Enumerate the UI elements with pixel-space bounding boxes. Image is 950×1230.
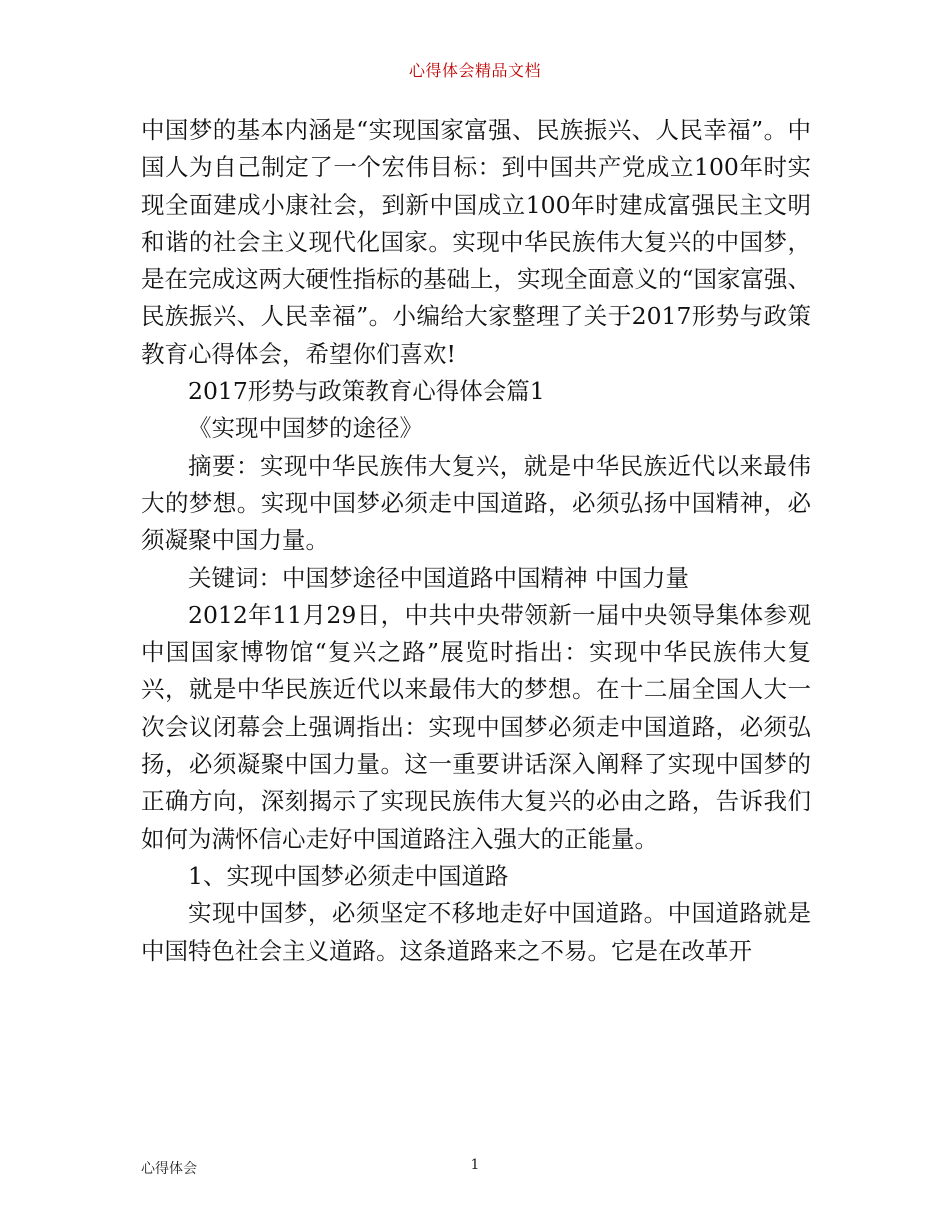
paragraph-keywords: 关键词：中国梦途径中国道路中国精神 中国力量 — [188, 563, 689, 592]
paragraph-abstract: 摘要：实现中华民族伟大复兴，就是中华民族近代以来最伟大的梦想。实现中国梦必须走中国道路，必须弘扬中国精神，必须凝聚中国力量。 — [141, 451, 811, 555]
page-number: 1 — [470, 1157, 480, 1173]
paragraph-intro: 中国梦的基本内涵是“实现国家富强、民族振兴、人民幸福”。中国人为自己制定了一个宏伟目标：到中国共产党成立100年时实现全面建成小康社会，到新中国成立100年时建成富强民主文明和谐的社会主义现代化国家。实现中华民族伟大复兴的中国梦，是在完成这两大硬性指标的基础上，实现全面意义的“国家富强、民族振兴、人民幸福”。小编给大家整理了关于2017形势与政策教育心得体会，希望你们喜欢! — [141, 116, 812, 368]
paragraph-body-1: 2012年11月29日，中共中央带领新一届中央领导集体参观中国国家博物馆“复兴之路”展览时指出：实现中华民族伟大复兴，就是中华民族近代以来最伟大的梦想。在十二届全国人大一次会议闭幕会上强调指出：实现中国梦必须走中国道路，必须弘扬，必须凝聚中国力量。这一重要讲话深入阐释了实现中国梦的正确方向，深刻揭示了实现民族伟大复兴的必由之路，告诉我们如何为满怀信心走好中国道路注入强大的正能量。 — [141, 600, 811, 853]
paragraph-section-heading: 2017形势与政策教育心得体会篇1 — [188, 377, 545, 406]
document-body — [141, 112, 811, 970]
paragraph-body-2: 实现中国梦，必须坚定不移地走好中国道路。中国道路就是中国特色社会主义道路。这条道路来之不易。它是在改革开 — [141, 899, 811, 965]
page-footer-label: 心得体会 — [141, 1161, 197, 1177]
paragraph-article-title: 《实现中国梦的途径》 — [188, 414, 423, 443]
paragraph-subheading-1: 1、实现中国梦必须走中国道路 — [188, 861, 509, 890]
page-header-title: 心得体会精品文档 — [408, 61, 541, 80]
